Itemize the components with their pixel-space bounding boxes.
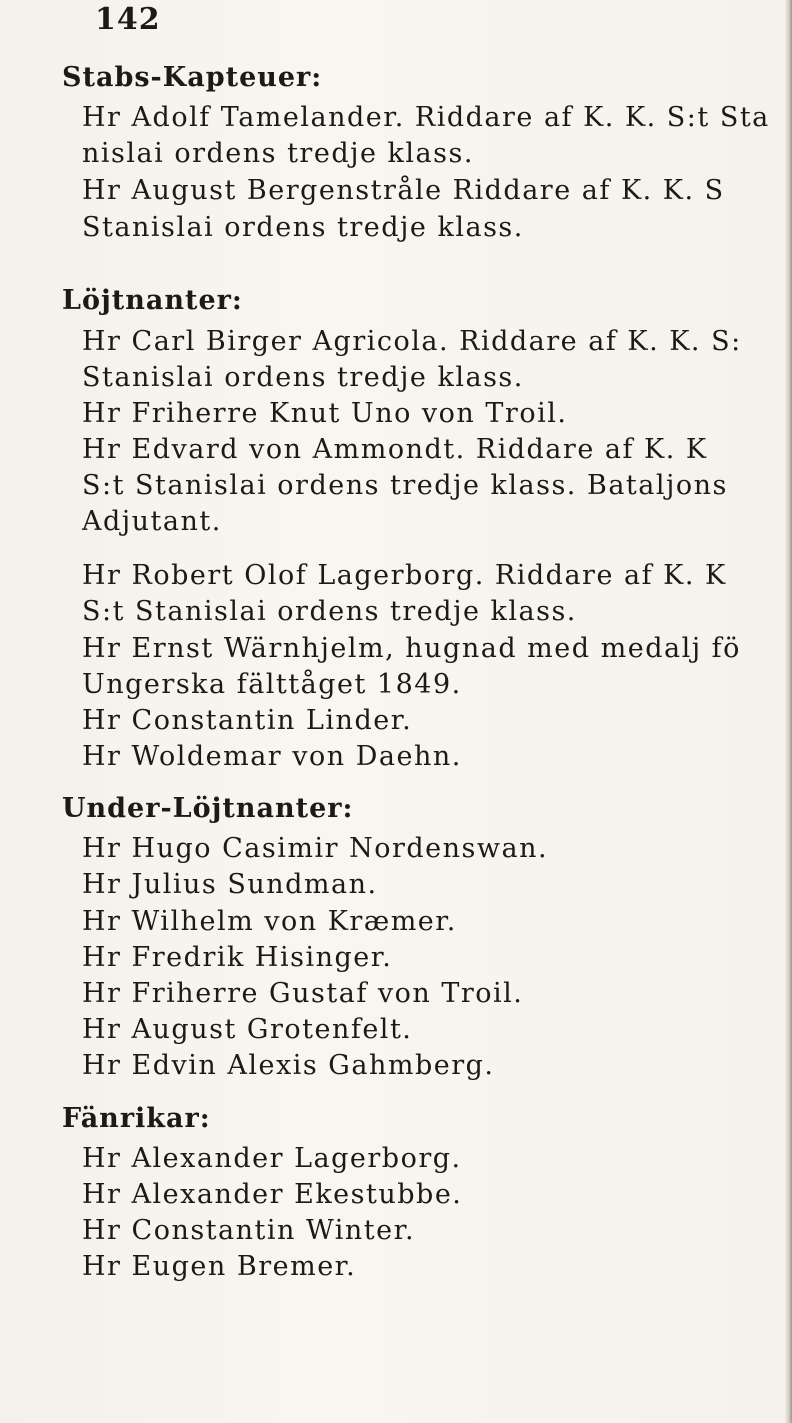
text-line: Hr Hugo Casimir Nordenswan. (82, 833, 549, 864)
section-heading-fanrikar: Fänrikar: (62, 1103, 211, 1134)
text-line: Ungerska fälttåget 1849. (82, 669, 462, 700)
text-line: Hr Edvard von Ammondt. Riddare af K. K (82, 434, 708, 465)
text-line: Hr Woldemar von Daehn. (82, 741, 462, 772)
page-number: 142 (95, 2, 161, 37)
text-line: Hr Robert Olof Lagerborg. Riddare af K. K (82, 560, 727, 591)
text-line: Hr Fredrik Hisinger. (82, 942, 393, 973)
text-line: Hr Constantin Linder. (82, 705, 413, 736)
section-heading-stabs-kapteuer: Stabs-Kapteuer: (62, 62, 323, 93)
text-line: Adjutant. (82, 506, 222, 537)
text-line: Hr Julius Sundman. (82, 869, 378, 900)
text-line: Hr Friherre Knut Uno von Troil. (82, 398, 568, 429)
text-line: Hr Eugen Bremer. (82, 1251, 357, 1282)
section-heading-lojtnanter: Löjtnanter: (62, 285, 243, 316)
text-line: Hr Friherre Gustaf von Troil. (82, 978, 524, 1009)
text-line: Hr Edvin Alexis Gahmberg. (82, 1050, 495, 1081)
text-line: Stanislai ordens tredje klass. (82, 362, 524, 393)
text-line: Hr Adolf Tamelander. Riddare af K. K. S:t Sta (82, 102, 770, 133)
text-line: Hr Wilhelm von Kræmer. (82, 906, 457, 937)
text-line: Hr Constantin Winter. (82, 1215, 416, 1246)
text-line: Stanislai ordens tredje klass. (82, 212, 524, 243)
text-line: Hr Ernst Wärnhjelm, hugnad med medalj fö (82, 633, 741, 664)
text-line: nislai ordens tredje klass. (82, 138, 474, 169)
text-line: S:t Stanislai ordens tredje klass. Bataljons (82, 470, 728, 501)
text-line: Hr August Bergenstråle Riddare af K. K. S (82, 175, 725, 206)
page-edge (785, 0, 792, 1423)
text-line: S:t Stanislai ordens tredje klass. (82, 596, 577, 627)
section-heading-under-lojtnanter: Under-Löjtnanter: (62, 793, 354, 824)
text-line: Hr Alexander Ekestubbe. (82, 1179, 463, 1210)
text-line: Hr Alexander Lagerborg. (82, 1143, 462, 1174)
text-line: Hr Carl Birger Agricola. Riddare af K. K. S: (82, 326, 742, 357)
text-line: Hr August Grotenfelt. (82, 1014, 413, 1045)
